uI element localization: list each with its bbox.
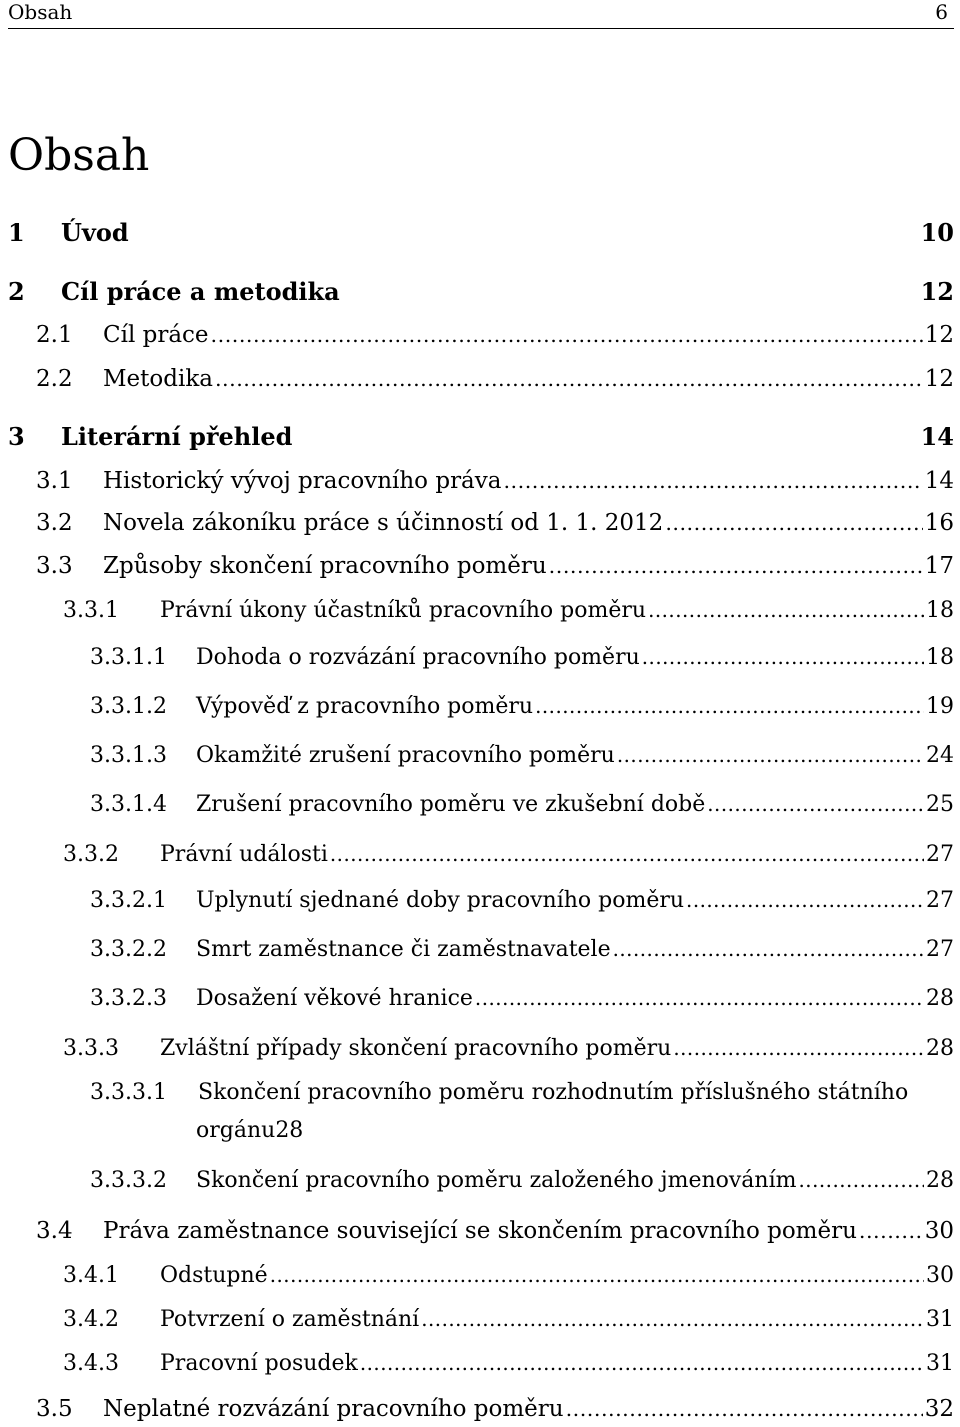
toc-entry[interactable] [8,218,954,247]
toc-leader-dots [475,987,924,1010]
toc-leader-dots [360,1352,924,1375]
toc-leader-dots [613,938,924,961]
toc-entry-title-continued: orgánu [196,1118,276,1143]
toc-entry-title: Uplynutí sjednané doby pracovního poměru [196,888,685,913]
toc-leader-dots [673,1037,924,1060]
toc-entry-page: 12 [924,366,954,392]
toc-entry[interactable] [63,1351,954,1376]
toc-entry-page: 18 [926,598,954,623]
toc-entry-number: 3.4.2 [63,1307,119,1332]
toc-entry-page: 17 [924,553,954,579]
toc-leader-dots [270,1264,924,1287]
toc-entry-title: Potvrzení o zaměstnání [160,1307,420,1332]
toc-entry-number: 3.3.1.3 [90,743,167,768]
toc-entry-page: 27 [926,888,954,913]
toc-entry-title: Zrušení pracovního poměru ve zkušební době [196,792,706,817]
toc-entry-page: 32 [924,1396,954,1422]
toc-entry[interactable] [90,694,954,719]
toc-entry-page: 27 [926,937,954,962]
toc-entry-number: 3.3.2.2 [90,937,167,962]
toc-entry-page: 16 [924,510,954,536]
toc-entry[interactable] [90,792,954,817]
toc-leader-dots [859,1219,923,1243]
toc-leader-dots [566,1397,923,1421]
toc-leader-dots [503,469,922,493]
toc-entry-number: 2.1 [36,322,73,348]
toc-entry[interactable] [90,1168,954,1193]
toc-entry-page: 24 [926,743,954,768]
toc-entry-title: Výpověď z pracovního poměru [196,694,534,719]
toc-entry-page: 30 [926,1263,954,1288]
toc-leader-dots [642,646,924,669]
toc-entry-continuation [196,1118,954,1143]
toc-entry-number: 3.3 [36,553,73,579]
toc-entry[interactable] [8,277,954,306]
toc-entry-number: 3.3.1.2 [90,694,167,719]
toc-entry-number: 3.3.2 [63,842,119,867]
toc-entry-title: Odstupné [160,1263,268,1288]
toc-entry[interactable] [90,645,954,670]
toc-entry-title: Metodika [103,366,213,392]
toc-entry-title: Pracovní posudek [160,1351,358,1376]
toc-entry-number: 3.4 [36,1218,73,1244]
toc-entry-page: 30 [924,1218,954,1244]
toc-leader-dots [686,889,924,912]
toc-entry[interactable] [90,937,954,962]
toc-entry-title: Zvláštní případy skončení pracovního poměru [160,1036,672,1061]
toc-entry-number: 2.2 [36,366,73,392]
toc-entry-title: Právní úkony účastníků pracovního poměru [160,598,647,623]
toc-leader-dots [648,599,924,622]
toc-entry-title: Cíl práce a metodika [61,277,340,306]
toc-leader-dots [549,554,923,578]
toc-entry-page: 18 [926,645,954,670]
header-page-number: 6 [935,0,948,24]
toc-entry-number: 1 [8,218,25,247]
toc-entry-page: 31 [926,1351,954,1376]
toc-entry-page: 25 [926,792,954,817]
toc-leader-dots [665,511,922,535]
toc-entry-number: 3.4.1 [63,1263,119,1288]
toc-entry[interactable] [36,510,954,536]
toc-entry-title: Způsoby skončení pracovního poměru [103,553,547,579]
toc-entry-title: Smrt zaměstnance či zaměstnavatele [196,937,611,962]
toc-entry-number: 3 [8,422,25,451]
toc-entry-number: 3.3.2.1 [90,888,167,913]
toc-entry-number: 3.3.1.1 [90,645,167,670]
toc-entry[interactable] [36,1218,954,1244]
toc-entry-title: Dosažení věkové hranice [196,986,473,1011]
toc-entry[interactable] [36,468,954,494]
toc-leader-dots [535,695,924,718]
toc-entry-title: Novela zákoníku práce s účinností od 1. 1. 2012 [103,510,664,536]
toc-entry[interactable] [63,1307,954,1332]
toc-leader-dots [215,367,923,391]
toc-entry-number: 3.3.1 [63,598,119,623]
toc-entry-number: 3.4.3 [63,1351,119,1376]
toc-entry-title: Okamžité zrušení pracovního poměru [196,743,615,768]
toc-entry-number: 3.3.1.4 [90,792,167,817]
toc-entry-number: 3.1 [36,468,73,494]
toc-entry[interactable] [90,743,954,768]
toc-entry[interactable] [8,422,954,451]
toc-leader-dots [707,793,924,816]
toc-entry-page: 31 [926,1307,954,1332]
toc-entry-title: Dohoda o rozvázání pracovního poměru [196,645,640,670]
toc-leader-dots [421,1308,924,1331]
toc-leader-dots [211,323,923,347]
toc-entry-title: Právní události [160,842,328,867]
toc-entry-title: Skončení pracovního poměru rozhodnutím příslušného státního [198,1080,909,1105]
toc-entry-page: 28 [926,1168,954,1193]
toc-entry[interactable] [36,322,954,348]
toc-entry-page: 12 [924,322,954,348]
toc-entry[interactable] [90,1080,954,1150]
toc-entry-number: 2 [8,277,25,306]
toc-entry-title: Práva zaměstnance související se skončením pracovního poměru [103,1218,857,1244]
page-title: Obsah [8,130,150,181]
toc-entry-page: 28 [275,1118,304,1143]
toc-leader-dots [330,843,924,866]
toc-leader-dots [617,744,924,767]
toc-leader-dots [799,1169,925,1192]
toc-entry[interactable] [36,553,954,579]
toc-entry-title: Historický vývoj pracovního práva [103,468,502,494]
toc-entry-page: 28 [926,1036,954,1061]
toc-entry-number: 3.5 [36,1396,73,1422]
header-section-title: Obsah [8,0,73,24]
toc-entry[interactable] [90,888,954,913]
toc-entry[interactable] [63,1036,954,1061]
toc-entry[interactable] [90,986,954,1011]
toc-entry[interactable] [36,1396,954,1422]
toc-entry[interactable] [36,366,954,392]
toc-entry-number: 3.3.3 [63,1036,119,1061]
toc-entry[interactable] [63,842,954,867]
toc-entry-page: 19 [926,694,954,719]
toc-entry-page: 10 [920,218,954,247]
toc-entry-page: 27 [926,842,954,867]
toc-entry[interactable] [63,598,954,623]
toc-entry-number: 3.3.2.3 [90,986,167,1011]
toc-entry-number: 3.3.3.1 [90,1080,167,1105]
toc-entry-number: 3.3.3.2 [90,1168,167,1193]
toc-entry-number: 3.2 [36,510,73,536]
toc-entry-page: 14 [920,422,954,451]
toc-entry-title: Neplatné rozvázání pracovního poměru [103,1396,564,1422]
toc-entry-title: Úvod [61,218,129,247]
toc-entry-title: Literární přehled [61,422,293,451]
toc-entry-page: 12 [920,277,954,306]
toc-entry-page: 28 [926,986,954,1011]
toc-entry-page: 14 [924,468,954,494]
toc-entry-title: Skončení pracovního poměru založeného jmenováním [196,1168,797,1193]
toc-entry[interactable] [63,1263,954,1288]
toc-entry-title: Cíl práce [103,322,209,348]
